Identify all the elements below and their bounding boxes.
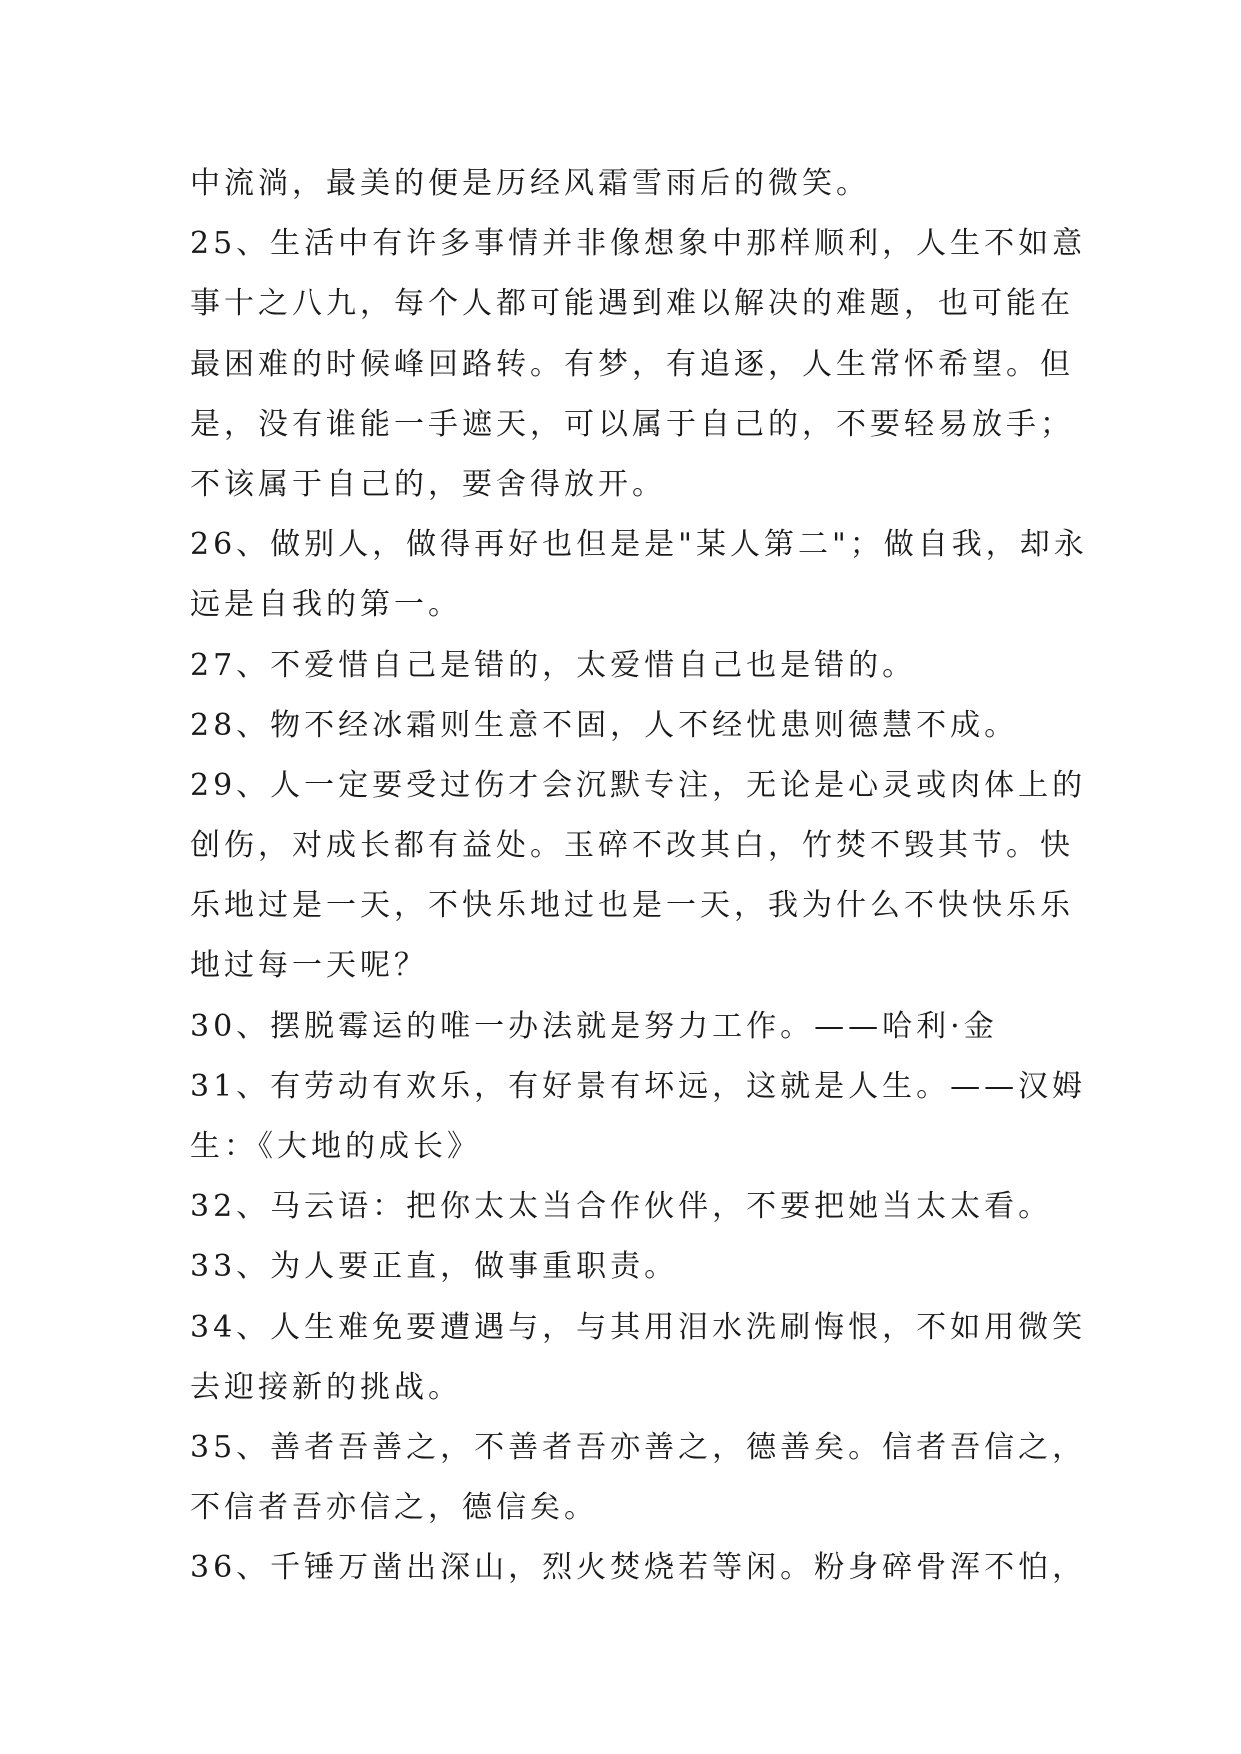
- text-line: 30、摆脱霉运的唯一办法就是努力工作。——哈利·金: [190, 1008, 998, 1044]
- text-line: 29、人一定要受过伤才会沉默专注，无论是心灵或肉体上的: [190, 767, 1087, 803]
- text-line: 34、人生难免要遭遇与，与其用泪水洗刷悔恨，不如用微笑: [190, 1309, 1087, 1345]
- document-body: [190, 154, 1088, 1599]
- text-line: 地过每一天呢？: [190, 948, 428, 984]
- text-line: 31、有劳动有欢乐，有好景有坏远，这就是人生。——汉姆: [190, 1068, 1087, 1104]
- text-line: 33、为人要正直，做事重职责。: [190, 1249, 679, 1285]
- text-line: 乐地过是一天，不快乐地过也是一天，我为什么不快快乐乐: [190, 888, 1074, 924]
- text-line: 中流淌，最美的便是历经风霜雪雨后的微笑。: [190, 166, 870, 201]
- text-line: 最困难的时候峰回路转。有梦，有追逐，人生常怀希望。但: [190, 346, 1074, 382]
- text-line: 26、做别人，做得再好也但是是"某人第二"；做自我，却永: [190, 527, 1088, 563]
- text-line: 32、马云语：把你太太当合作伙伴，不要把她当太太看。: [190, 1189, 1053, 1225]
- text-line: 生：《大地的成长》: [190, 1129, 481, 1164]
- text-line: 36、千锤万凿出深山，烈火焚烧若等闲。粉身碎骨浑不怕，: [190, 1550, 1087, 1586]
- text-line: 25、生活中有许多事情并非像想象中那样顺利，人生不如意: [190, 226, 1087, 262]
- text-line: 是，没有谁能一手遮天，可以属于自己的，不要轻易放手；: [190, 406, 1074, 442]
- text-line: 35、善者吾善之，不善者吾亦善之，德善矣。信者吾信之，: [190, 1429, 1087, 1465]
- text-line: 远是自我的第一。: [190, 587, 462, 623]
- text-line: 28、物不经冰霜则生意不固，人不经忧患则德慧不成。: [190, 707, 1019, 743]
- text-line: 不信者吾亦信之，德信矣。: [190, 1490, 598, 1526]
- text-line: 事十之八九，每个人都可能遇到难以解决的难题，也可能在: [190, 286, 1074, 322]
- text-line: 不该属于自己的，要舍得放开。: [190, 466, 666, 502]
- text-line: 去迎接新的挑战。: [190, 1369, 462, 1405]
- text-line: 创伤，对成长都有益处。玉碎不改其白，竹焚不毁其节。快: [190, 828, 1074, 864]
- text-line: 27、不爱惜自己是错的，太爱惜自己也是错的。: [190, 647, 917, 683]
